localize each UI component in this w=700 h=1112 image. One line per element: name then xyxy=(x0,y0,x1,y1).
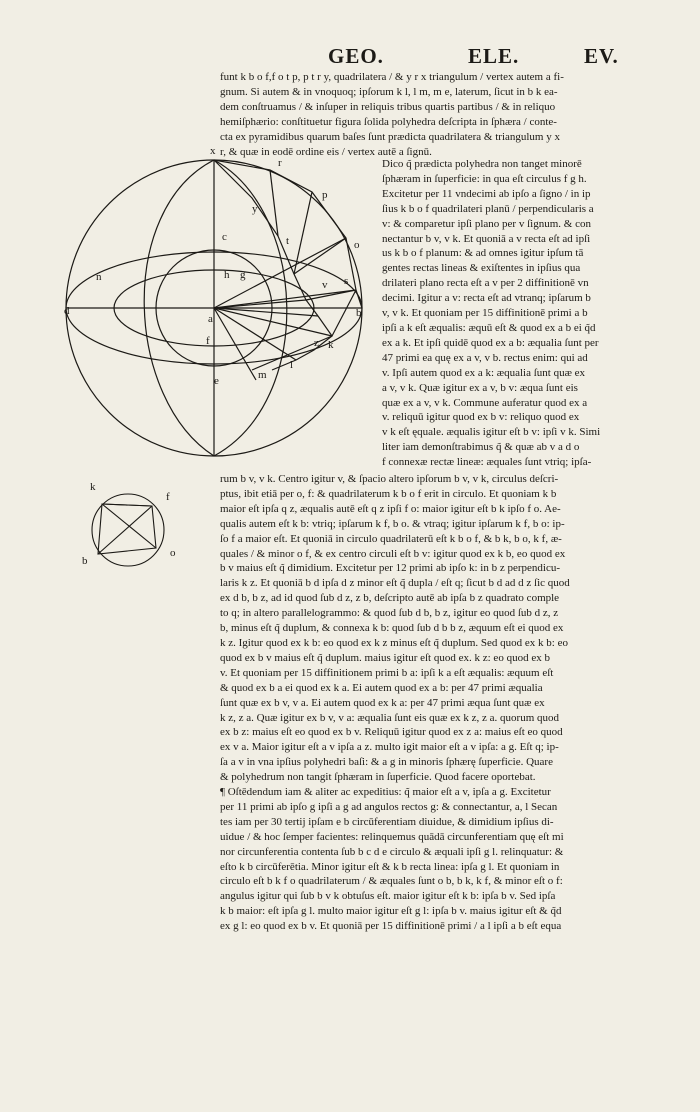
text-line: Excitetur per 11 vndecimi ab ipſo a ſigno / in ip xyxy=(382,187,591,200)
text-line: & polyhedrum non tangit ſphæram in ſuperficie. Quod facere oportebat. xyxy=(220,771,536,784)
text-line: tes iam per 30 tertij ipſam e b circūferentiam diuidue, & dimidium ipſius di- xyxy=(220,815,554,828)
label-x: x xyxy=(210,145,216,157)
text-line: Dico q̃ prædicta polyhedra non tanget minorē xyxy=(382,158,582,170)
text-line: nectantur b v, v k. Et quoniā a v recta eſt ad ipſi xyxy=(382,232,591,245)
text-line: v k eſt ęquale. æqualis igitur eſt b v: ipſi v k. Simi xyxy=(382,426,601,439)
text-line: k z. Igitur quod ex k b: eo quod ex k z minus eſt q̃ duplum. Sed quod ex k b: eo xyxy=(220,636,568,649)
text-line: ſius k b o f quadrilateri planū / perpendicularis a xyxy=(382,202,594,215)
label-s: s xyxy=(344,275,349,287)
header-left: GEO. xyxy=(328,44,384,68)
header-right: EV. xyxy=(584,44,619,68)
text-line: quæ ex a v, v k. Commune auferatur quod ex a xyxy=(382,396,588,409)
text-line: gentes rectas lineas & exiſtentes in ipſius qua xyxy=(382,262,581,275)
text-line: gnum. Si autem & in vnoquoq; ipſorum k l, l m, m e, laterum, ſicut in b k ea- xyxy=(220,85,558,98)
text-line: circulo eſt b k f o quadrilaterum / & æquales ſunt o b, b k, k f, & minor eſt o f: xyxy=(220,875,563,888)
text-line: ex b z: maius eſt eo quod ex b v. Reliquū igitur quod ex z a: maius eſt eo quod xyxy=(220,726,563,739)
text-line: ſphæram in ſuperficie: in qua eſt circulus f g h. xyxy=(382,172,587,185)
text-line: k z, z a. Quæ igitur ex b v, v a: æqualia ſunt eis quæ ex k z, z a. quorum quod xyxy=(220,711,559,724)
label-e: e xyxy=(214,375,219,387)
quad-inner xyxy=(102,504,152,506)
text-line: quod ex b v maius eſt q̃ duplum. maius igitur eſt quod ex. k z: eo quod ex b xyxy=(220,651,550,664)
label-m: m xyxy=(258,369,267,381)
diag-1 xyxy=(214,290,356,308)
text-line: & quod ex b a ei quod ex k a. Ei autem quod ex a b: per 47 primi æqualia xyxy=(220,681,543,694)
text-line: ex g l: eo quod ex b v. Et quoniā per 15 diffinitionē primi / a l ipſi a b eſt equa xyxy=(220,920,562,933)
diag-8 xyxy=(294,192,312,274)
text-line: v. Ipſi autem quod ex a k: æqualia ſunt quæ ex xyxy=(382,366,586,379)
text-line: ex a k. Et ipſi quidē quod ex a b: æqualia ſunt per xyxy=(382,336,599,349)
header-center: ELE. xyxy=(468,44,520,68)
label-a: a xyxy=(208,313,213,325)
small-label-f: f xyxy=(166,491,170,503)
label-g: g xyxy=(240,269,246,281)
text-line: eſto k b circūferētia. Minor igitur eſt & k b recta linea: ipſa g l. Et quoniam in xyxy=(220,860,560,873)
text-line: funt k b o f,f o t p, p t r y, quadrilatera / & y r x triangulum / vertex autem a fi- xyxy=(220,71,564,83)
label-r: r xyxy=(278,157,282,169)
small-label-k: k xyxy=(90,481,96,493)
text-line: b, minus eſt q̃ duplum, & connexa k b: quod ſub d b b z, æquum eſt ei quod ex xyxy=(220,622,564,635)
text-line: b v maius eſt q̃ dimidium. Excitetur per 12 primi ab ipſo k: in b z perpendicu- xyxy=(220,562,561,575)
quad-diagonal-2 xyxy=(98,506,152,554)
text-line: f connexæ rectæ lineæ: æquales ſunt vtriq; ipſa- xyxy=(382,456,592,469)
text-line: ſunt quæ ex b v, v a. Ei autem quod ex k a: per 47 primi æqua ſunt quæ ex xyxy=(220,696,545,709)
text-line: ſa a v in vna ipſius polyhedri baſi: & a g in minoris ſphærę ſuperficie. Quare xyxy=(220,756,553,769)
text-line: a v, v k. Quæ igitur ex a v, b v: æqua ſunt eis xyxy=(382,381,578,394)
text-line: ¶ Oſtēdendum iam & aliter ac expeditius: q̃ maior eſt a v, ipſa a g. Excitetur xyxy=(220,786,551,799)
label-t: t xyxy=(286,235,290,247)
small-label-o: o xyxy=(170,547,176,559)
text-line: liter iam demonſtrabimus q̃ & quæ ab v a d o xyxy=(382,441,580,454)
label-n: n xyxy=(96,271,102,283)
text-line: ex v a. Maior igitur eſt a v ipſa a z. multo igit maior eſt a v ipſa: a g. Eſt q; ip- xyxy=(220,741,559,754)
diag-5 xyxy=(214,308,296,360)
text-line: ſo f a maior eſt. Et quoniā in circulo quadrilaterū eſt k b o f, & b k, b o, k f, æ- xyxy=(220,532,562,545)
text-line: angulus igitur qui ſub b v k obtuſus eſt. maior igitur eſt k b: ipſa b v. Sed ipſa xyxy=(220,890,556,903)
text-line: k b maior: eſt ipſa g l. multo maior igitur eſt g l: ipſa b v. maius igitur eſt & q̃d xyxy=(220,905,562,918)
label-k: k xyxy=(328,339,334,351)
text-line: maior eſt ipſa q z, æqualis autē eſt q z ipſi f o: maior igitur eſt b k ipſo f o. Ae- xyxy=(220,502,561,515)
text-line: nor circunferentia contenta ſub b c d e circulo & æquali ipſi g l. relinquatur: & xyxy=(220,845,564,858)
text-line: hemiſphærio: conſtituetur figura ſolida polyhedra deſcripta in ſphæra / conte- xyxy=(220,115,557,128)
text-line: uidue / & hoc ſemper facientes: relinquemus quādā circunferentiam quę eſt mi xyxy=(220,830,564,843)
text-line: drilateri plano recta eſt a v per 2 diffinitionē vn xyxy=(382,277,589,290)
text-line: laris k z. Et quoniā b d ipſa d z minor eſt q̃ dupla / eſt q; ſicut b d ad d z ſic quod xyxy=(220,577,570,590)
label-v: v xyxy=(322,279,328,291)
text-line: cta ex pyramidibus quarum baſes ſunt prædicta quadrilatera & triangulum y x xyxy=(220,130,560,143)
text-line: r, & quæ in eodē ordine eis / vertex autē a ſignū. xyxy=(220,145,432,158)
label-d: d xyxy=(64,305,70,317)
diag-9 xyxy=(332,290,356,336)
text-line: per 11 primi ab ipſo g ipſi a g ad angulos rectos g: & connectantur, a, l Secan xyxy=(220,800,558,813)
text-line: qualis autem eſt k b: vtriq; ipſarum k f, b o. & vtraq; igitur ipſarum k f, b o: ip- xyxy=(220,517,565,530)
text-line: ptus, ibit etiā per o, f: & quadrilaterum k b o f erit in circulo. Et quoniam k b xyxy=(220,487,557,500)
sphere-polyhedron-figure xyxy=(56,140,376,460)
text-block-bottom xyxy=(220,472,660,934)
label-h: h xyxy=(224,269,230,281)
text-line: 47 primi ea quę ex a v, v b. rectus enim: qui ad xyxy=(382,351,588,364)
label-b: b xyxy=(356,307,362,319)
label-c: c xyxy=(222,231,227,243)
label-l: l xyxy=(290,359,294,371)
text-line: v. reliquū igitur quod ex b v: reliquo quod ex xyxy=(382,411,580,424)
text-block-right xyxy=(382,157,660,470)
text-line: ipſi a k eſt æqualis: æquū eſt & quod ex a b ei q̃d xyxy=(382,321,596,334)
text-line: v, v k. Et quoniam per 15 diffinitionē primi a b xyxy=(382,307,588,320)
text-line: dem conſtruamus / & inſuper in reliquis tribus quartis partibus / & in reliquo xyxy=(220,100,556,113)
text-line: decimi. Igitur a v: recta eſt ad vtranq; ipſarum b xyxy=(382,292,591,305)
text-line: quales / & minor o f, & ex centro circuli eſt b v: igitur quod ex k b, eo quod ex xyxy=(220,547,566,560)
text-line: v. Et quoniam per 15 diffinitionem primi b a: ipſi k a eſt æqualis: æquum eſt xyxy=(220,666,554,679)
label-y: y xyxy=(252,203,258,215)
text-line: ex d b, b z, ad id quod ſub d z, z b, deſcripto autē ab ipſa b z quadrato comple xyxy=(220,592,560,605)
figure-large-labels xyxy=(64,145,362,387)
label-o: o xyxy=(354,239,360,251)
text-line: us k b o f planum: & ad omnes igitur ipſum tā xyxy=(382,247,584,260)
label-z: z xyxy=(314,337,319,349)
small-label-b: b xyxy=(82,555,88,567)
quadrilateral-circle-figure xyxy=(76,478,186,578)
label-p: p xyxy=(322,189,328,201)
text-line: to q; in altero parallelogrammo: & quod ſub d b, b z, igitur eo quod ſub d z, z xyxy=(220,607,559,620)
label-f: f xyxy=(206,335,210,347)
text-line: rum b v, v k. Centro igitur v, & ſpacio altero ipſorum b v, v k, circulus deſcri- xyxy=(220,473,559,485)
diag-3 xyxy=(214,238,349,308)
text-line: v: & comparetur ipſi plano per v ſignum. & con xyxy=(382,217,591,230)
